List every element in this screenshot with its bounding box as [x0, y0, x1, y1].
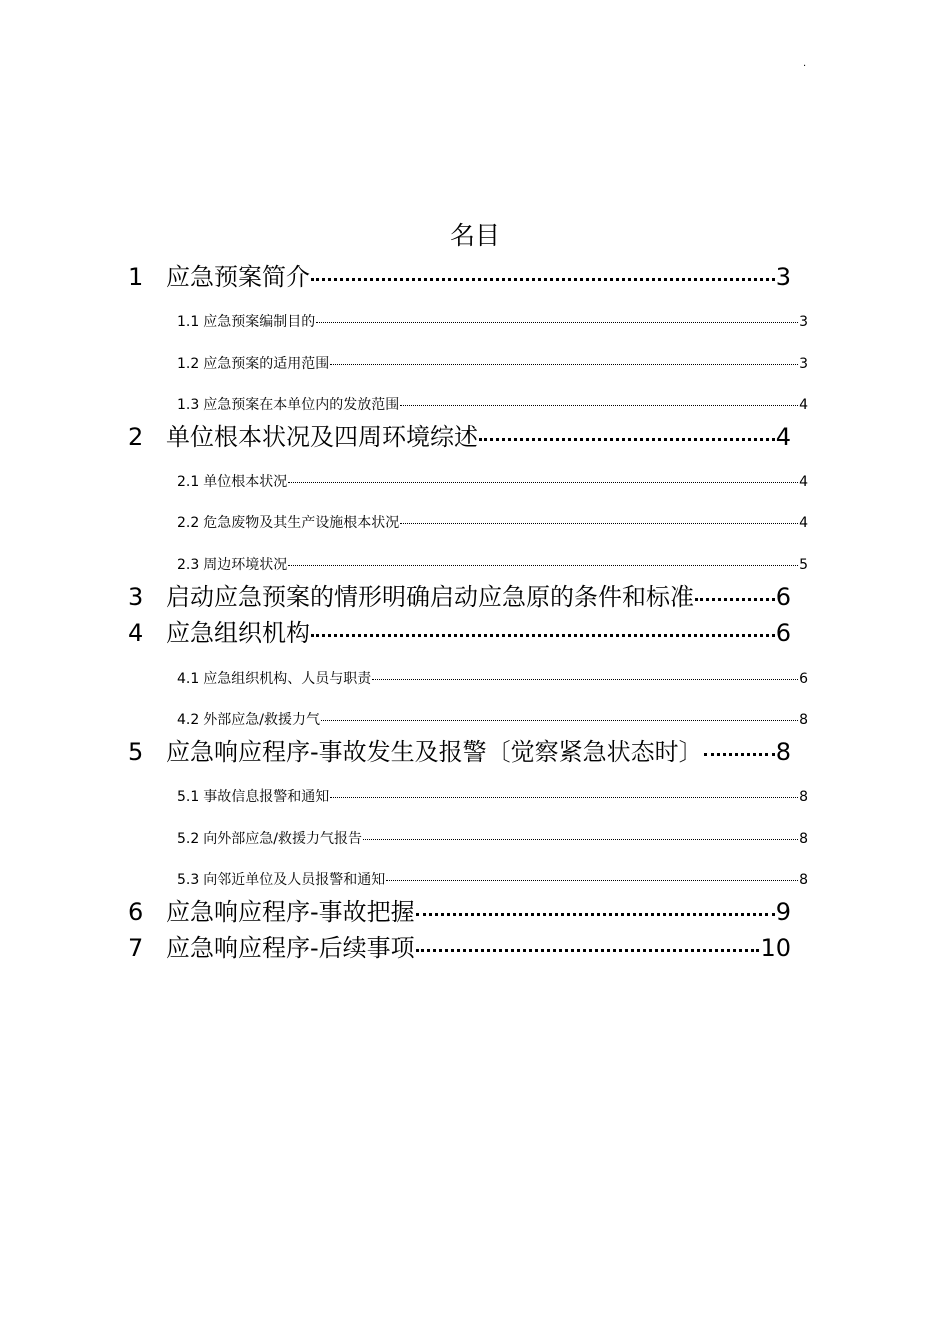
toc-title: 名目 [449, 221, 500, 250]
toc-entry-title: 应急组织机构 [166, 619, 310, 647]
toc-dot-leader [330, 783, 798, 798]
toc-entry-6[interactable] [128, 893, 791, 925]
toc-entry-page: 10 [760, 934, 791, 962]
toc-entry-page: 3 [775, 263, 791, 291]
toc-entry-page: 8 [799, 831, 808, 847]
toc-entry-5[interactable] [128, 733, 791, 765]
toc-entry-number: 7 [128, 934, 144, 962]
toc-entry-3[interactable] [128, 578, 791, 610]
toc-entry-2-1[interactable] [177, 471, 808, 491]
toc-entry-page: 3 [799, 314, 808, 330]
toc-dot-leader [330, 350, 798, 365]
toc-entry-page: 4 [799, 474, 808, 490]
toc-entry-1-3[interactable] [177, 394, 808, 414]
toc-entry-number: 2.1 [177, 474, 200, 490]
toc-entry-2-2[interactable] [177, 512, 808, 532]
toc-entry-title: 单位根本状况及四周环境综述 [166, 423, 478, 451]
toc-dot-leader [416, 925, 760, 952]
toc-entry-number: 5.2 [177, 831, 200, 847]
toc-entry-number: 1 [128, 263, 144, 291]
toc-entry-number: 2.3 [177, 557, 200, 573]
toc-entry-title: 危急废物及其生产设施根本状况 [203, 515, 400, 531]
toc-entry-page: 5 [799, 557, 808, 573]
toc-entry-page: 8 [799, 872, 808, 888]
corner-mark: . [803, 58, 807, 69]
toc-entry-number: 3 [128, 583, 144, 611]
toc-dot-leader [400, 391, 798, 406]
toc-entry-title: 单位根本状况 [203, 474, 288, 490]
toc-entry-4-1[interactable] [177, 668, 808, 688]
toc-dot-leader [479, 414, 775, 441]
toc-entry-title: 向外部应急/救援力气报告 [203, 831, 362, 847]
toc-entry-page: 9 [775, 898, 791, 926]
toc-entry-number: 1.3 [177, 397, 200, 413]
toc-entry-5-2[interactable] [177, 828, 808, 848]
toc-entry-page: 6 [775, 583, 791, 611]
toc-entry-page: 6 [799, 671, 808, 687]
toc-entry-5-1[interactable] [177, 786, 808, 806]
toc-entry-title: 启动应急预案的情形明确启动应急原的条件和标准 [166, 583, 694, 611]
toc-entry-title: 应急预案编制目的 [203, 314, 316, 330]
toc-entry-title: 应急响应程序-事故发生及报警〔觉察紧急状态时〕 [166, 738, 703, 766]
toc-entry-number: 1.2 [177, 356, 200, 372]
toc-entry-number: 6 [128, 898, 144, 926]
toc-entry-page: 8 [799, 789, 808, 805]
toc-entry-page: 6 [775, 619, 791, 647]
toc-entry-4-2[interactable] [177, 709, 808, 729]
toc-entry-2-3[interactable] [177, 554, 808, 574]
toc-entry-number: 4.1 [177, 671, 200, 687]
toc-entry-number: 1.1 [177, 314, 200, 330]
toc-entry-number: 5 [128, 738, 144, 766]
toc-entry-1-1[interactable] [177, 311, 808, 331]
toc-entry-page: 8 [799, 712, 808, 728]
toc-entry-7[interactable] [128, 929, 791, 961]
toc-dot-leader [695, 574, 775, 601]
toc-entry-number: 4 [128, 619, 144, 647]
toc-entry-page: 3 [799, 356, 808, 372]
toc-dot-leader [704, 729, 775, 756]
toc-entry-title: 外部应急/救援力气 [203, 712, 320, 728]
toc-entry-title: 应急响应程序-事故把握 [166, 898, 415, 926]
toc-entry-title: 应急预案简介 [166, 263, 310, 291]
toc-dot-leader [400, 509, 798, 524]
toc-dot-leader [363, 825, 798, 840]
toc-entry-2[interactable] [128, 418, 791, 450]
toc-entry-title: 应急组织机构、人员与职责 [203, 671, 372, 687]
toc-entry-1-2[interactable] [177, 353, 808, 373]
toc-entry-page: 8 [775, 738, 791, 766]
toc-dot-leader [321, 706, 798, 721]
toc-dot-leader [311, 254, 775, 281]
toc-entry-title: 事故信息报警和通知 [203, 789, 330, 805]
toc-entry-page: 4 [775, 423, 791, 451]
toc-entry-title: 周边环境状况 [203, 557, 288, 573]
toc-entry-page: 4 [799, 397, 808, 413]
toc-entry-page: 4 [799, 515, 808, 531]
toc-entry-number: 2.2 [177, 515, 200, 531]
toc-entry-4[interactable] [128, 614, 791, 646]
toc-dot-leader [288, 551, 798, 566]
toc-dot-leader [386, 866, 798, 881]
toc-entry-number: 4.2 [177, 712, 200, 728]
toc-dot-leader [416, 889, 775, 916]
toc-entry-number: 5.3 [177, 872, 200, 888]
toc-entry-title: 应急响应程序-后续事项 [166, 934, 415, 962]
toc-entry-5-3[interactable] [177, 869, 808, 889]
toc-entry-number: 5.1 [177, 789, 200, 805]
toc-dot-leader [316, 308, 798, 323]
toc-entry-number: 2 [128, 423, 144, 451]
toc-entry-title: 应急预案的适用范围 [203, 356, 330, 372]
toc-dot-leader [372, 665, 798, 680]
toc-dot-leader [311, 610, 775, 637]
toc-entry-title: 应急预案在本单位内的发放范围 [203, 397, 400, 413]
toc-dot-leader [288, 468, 798, 483]
toc-entry-title: 向邻近单位及人员报警和通知 [203, 872, 386, 888]
toc-entry-1[interactable] [128, 258, 791, 290]
